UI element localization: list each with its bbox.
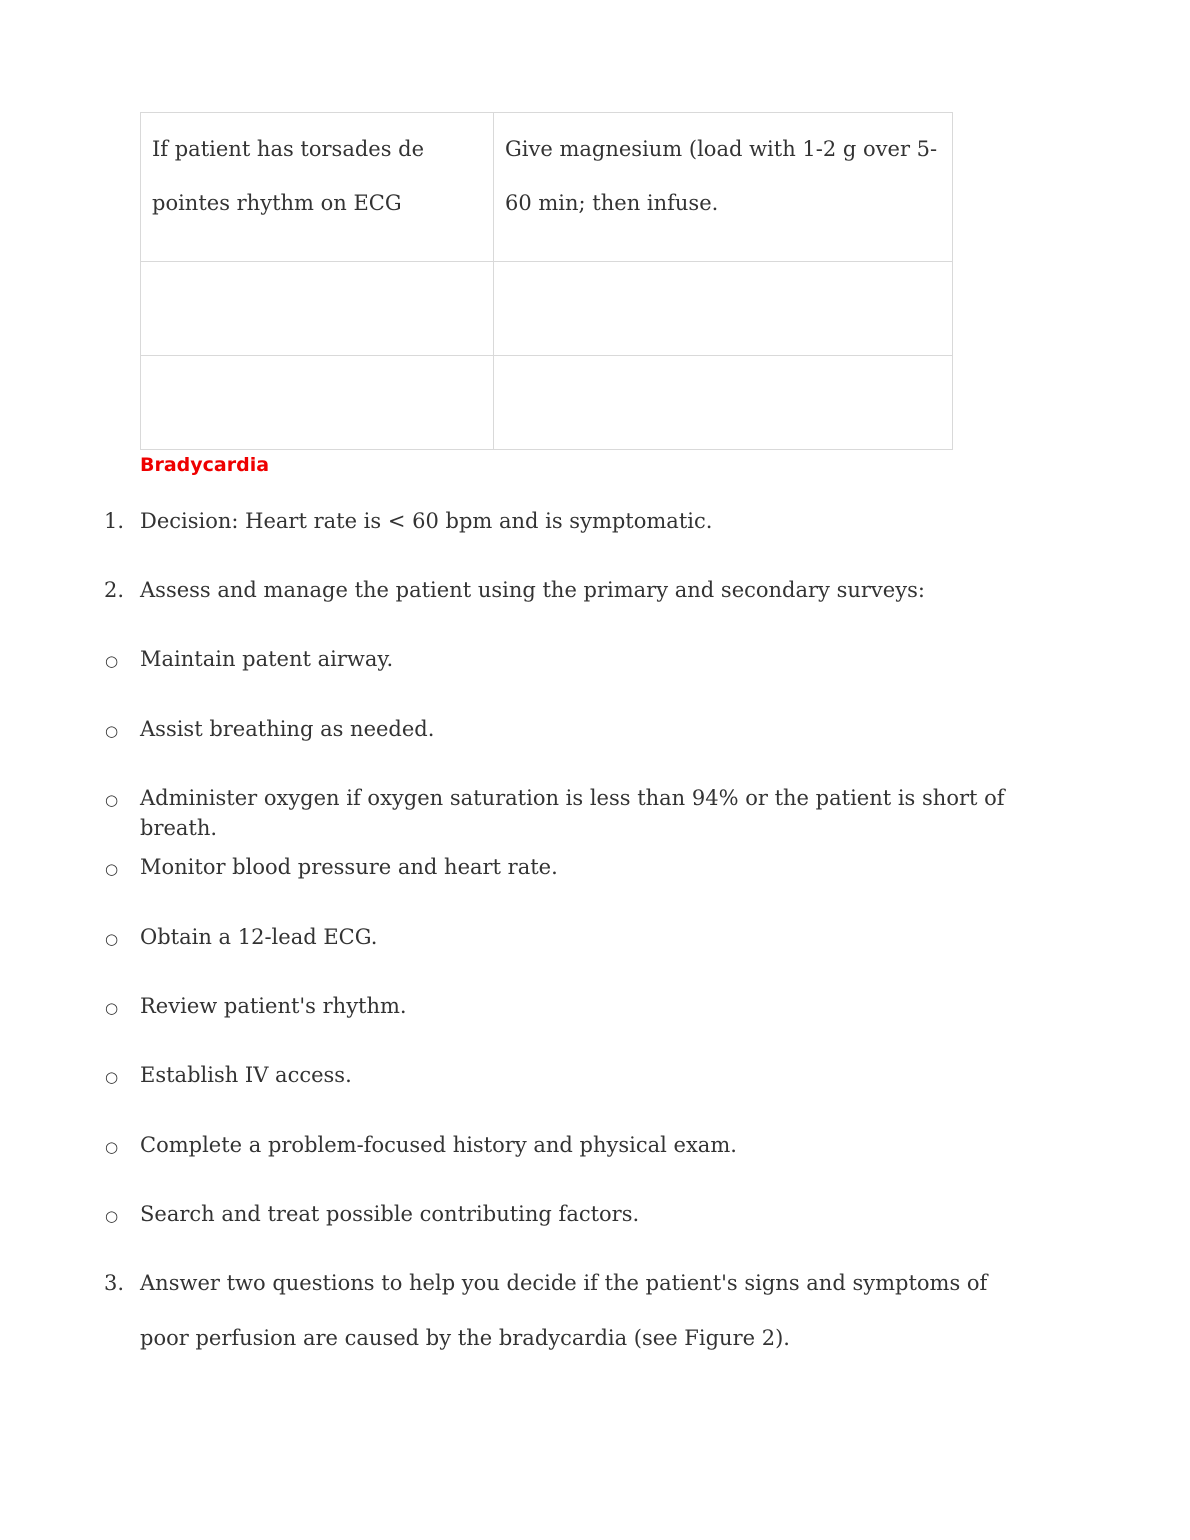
table-row: [141, 356, 953, 450]
bullet-marker: ○: [105, 1207, 119, 1225]
list-marker: 1.: [104, 509, 125, 533]
action-text: Give magnesium (load with 1-2 g over 5-60 min; then infuse.: [505, 137, 938, 215]
list-marker: 2.: [104, 578, 125, 602]
table-cell-condition: [141, 262, 494, 356]
table-row: [141, 262, 953, 356]
bullet-marker: ○: [105, 1138, 119, 1156]
table-cell-action: [494, 113, 953, 262]
list-item-text: Assess and manage the patient using the primary and secondary surveys:: [140, 578, 925, 602]
list-item-text: Complete a problem-focused history and physical exam.: [140, 1133, 737, 1157]
bullet-marker: ○: [105, 860, 119, 878]
section-heading: Bradycardia: [140, 454, 270, 476]
condition-text: If patient has torsades de pointes rhythm on ECG: [152, 137, 425, 215]
list-item-text: Obtain a 12-lead ECG.: [140, 925, 378, 949]
protocol-table: [140, 112, 953, 450]
table-cell-condition: [141, 356, 494, 450]
bullet-marker: ○: [105, 652, 119, 670]
list-item-text: Establish IV access.: [140, 1063, 352, 1087]
list-item-text: Review patient's rhythm.: [140, 994, 407, 1018]
list-item-text: Monitor blood pressure and heart rate.: [140, 855, 558, 879]
list-marker: 3.: [104, 1271, 125, 1295]
bullet-marker: ○: [105, 1068, 119, 1086]
bullet-marker: ○: [105, 722, 119, 740]
list-item-text: Administer oxygen if oxygen saturation is less than 94% or the patient is short of breath.: [140, 786, 1005, 840]
list-item-text: Search and treat possible contributing factors.: [140, 1202, 640, 1226]
table-cell-condition: [141, 113, 494, 262]
table-row: [141, 113, 953, 262]
list-item-text: Assist breathing as needed.: [140, 717, 435, 741]
table-cell-action: [494, 356, 953, 450]
list-item-text: Maintain patent airway.: [140, 647, 394, 671]
bullet-marker: ○: [105, 930, 119, 948]
list-item-text: Decision: Heart rate is < 60 bpm and is symptomatic.: [140, 509, 713, 533]
list-item-text: Answer two questions to help you decide if the patient's signs and symptoms of poor perfusion are caused by the bradycardia (see Figure 2).: [140, 1271, 988, 1350]
bullet-marker: ○: [105, 999, 119, 1017]
bullet-marker: ○: [105, 791, 119, 809]
table-cell-action: [494, 262, 953, 356]
